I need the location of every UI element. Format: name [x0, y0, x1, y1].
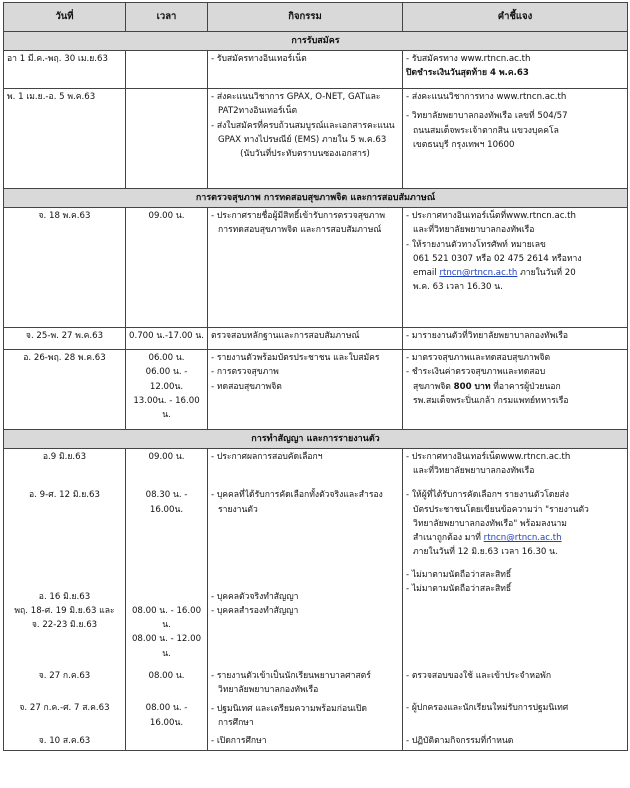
time-cell: [126, 350, 208, 430]
activity-line: การทดสอบสุขภาพจิต และการสอบสัมภาษณ์: [218, 225, 382, 236]
activity-line: - ประกาศรายชื่อผู้มีสิทธิ์เข้ารับการตรวจสุขภาพ: [211, 211, 386, 221]
date-line: อ. 9-ศ. 12 มิ.ย.63: [29, 490, 100, 501]
activity-cell: [208, 89, 403, 189]
explanation-cell: [403, 89, 628, 189]
explanation-line: 061 521 0307 หรือ 02 475 2614 หรือทาง: [413, 253, 582, 264]
email-link[interactable]: rtncn@rtncn.ac.th: [483, 533, 562, 544]
section-row: [4, 189, 628, 208]
explanation-line: ภายในวันที่ 12 มิ.ย.63 เวลา 16.30 น.: [413, 547, 558, 558]
date-line: อ. 16 มิ.ย.63: [38, 591, 91, 602]
activity-line: - ส่งคะแนนวิชาการ GPAX, O-NET, GATและ: [211, 92, 381, 102]
explanation-line: [406, 380, 624, 394]
activity-line: GPAX ทางไปรษณีย์ (EMS) ภายใน 5 พ.ค.63: [218, 134, 387, 145]
explanation-line: - ไม่มาตามนัดถือว่าสละสิทธิ์: [406, 584, 512, 595]
time-line: 08.30 น. - 16.00น.: [145, 490, 188, 515]
explanation-line: - ไม่มาตามนัดถือว่าสละสิทธิ์: [406, 569, 512, 580]
activity-line: - บุคคลตัวจริงทำสัญญา: [211, 591, 299, 602]
explanation-line: รพ.สมเด็จพระปิ่นเกล้า กรมแพทย์ทหารเรือ: [413, 395, 569, 406]
date-line: จ. 10 ส.ค.63: [38, 735, 91, 746]
explanation-line: เขตธนบุรี กรุงเทพฯ 10600: [413, 139, 515, 150]
explanation-cell: - มารายงานตัวที่วิทยาลัยพยาบาลกองทัพเรือ: [403, 328, 628, 350]
time-line: 06.00 น.: [148, 353, 185, 363]
explanation-line: [406, 266, 624, 280]
time-line: 13.00น. - 16.00 น.: [133, 395, 200, 421]
activity-line: - รายงานตัวเข้าเป็นนักเรียนพยาบาลศาสตร์: [211, 671, 371, 682]
activity-line: - การตรวจสุขภาพ: [211, 367, 279, 378]
explanation-cell: [403, 208, 628, 328]
explanation-cell: [403, 51, 628, 89]
explanation-line: - รับสมัครทาง www.rtncn.ac.th: [406, 54, 531, 64]
header-activity: กิจกรรม: [208, 3, 403, 32]
explanation-line: - ตรวจสอบของใช้ และเข้าประจำหอพัก: [406, 671, 552, 682]
section-row: [4, 430, 628, 449]
activity-line: - รับสมัครทางอินเทอร์เน็ต: [211, 54, 307, 64]
date-cell: จ. 25-พ. 27 พ.ค.63: [4, 328, 126, 350]
schedule-document: [3, 2, 627, 751]
activity-line: - เปิดการศึกษา: [211, 736, 267, 747]
activity-line: - บุคคลสำรองทำสัญญา: [211, 605, 299, 616]
price-amount: 800 บาท: [453, 381, 491, 392]
explanation-cell: [403, 350, 628, 430]
table-row: [4, 328, 628, 350]
activity-cell: [208, 662, 403, 750]
date-line: จ. 22-23 มิ.ย.63: [31, 620, 98, 631]
table-row: [4, 51, 628, 89]
time-line: 08.00 น.: [148, 671, 185, 682]
section-title-contract: การทำสัญญา และการรายงานตัว: [4, 430, 628, 449]
activity-cell: ตรวจสอบหลักฐานและการสอบสัมภาษณ์: [208, 328, 403, 350]
time-line: 08.00 น. - 16.00น.: [145, 703, 188, 728]
activity-line: การศึกษา: [218, 717, 254, 728]
table-row: [4, 662, 628, 750]
time-cell: [126, 662, 208, 750]
explanation-line: - ประกาศทางอินเทอร์เน็ตwww.rtncn.ac.th: [406, 452, 571, 462]
activity-line: รายงานตัว: [218, 504, 258, 515]
explanation-line: ปิดชำระเงินวันสุดท้าย 4 พ.ค.63: [406, 68, 529, 79]
activity-line: - ทดสอบสุขภาพจิต: [211, 381, 282, 392]
section-title-health-check: การตรวจสุขภาพ การทดสอบสุขภาพจิต และการสอบสัมภาษณ์: [4, 189, 628, 208]
section-row: [4, 32, 628, 51]
activity-cell: [208, 449, 403, 663]
date-cell: [4, 662, 126, 750]
activity-line: วิทยาลัยพยาบาลกองทัพเรือ: [218, 685, 319, 696]
explanation-line: - ส่งคะแนนวิชาการทาง www.rtncn.ac.th: [406, 92, 567, 102]
contact-prefix: สำเนาถูกต้อง มาที่: [413, 533, 484, 544]
email-link[interactable]: rtncn@rtncn.ac.th: [439, 268, 518, 279]
activity-line: - ส่งใบสมัครที่ครบถ้วนสมบูรณ์และเอกสารคะแนน: [211, 120, 395, 131]
time-cell: [126, 51, 208, 89]
explanation-line: - ให้รายงานตัวทางโทรศัพท์ หมายเลข: [406, 239, 546, 250]
date-line: จ. 27 ก.ค.-ศ. 7 ส.ค.63: [19, 703, 110, 714]
time-cell: 0.700 น.-17.00 น.: [126, 328, 208, 350]
schedule-table: [3, 2, 628, 751]
table-row: [4, 208, 628, 328]
activity-cell: [208, 51, 403, 89]
explanation-line: - ผู้ปกครองและนักเรียนใหม่รับการปฐมนิเทศ: [406, 703, 569, 714]
activity-line: (นับวันที่ประทับตราบนซองเอกสาร): [240, 149, 370, 160]
time-cell: [126, 449, 208, 663]
explanation-line: - ชำระเงินค่าตรวจสุขภาพและทดสอบ: [406, 367, 546, 378]
explanation-line: บัตรประชาชนโดยเขียนข้อความว่า "รายงานตัว: [413, 504, 589, 515]
date-line: จ. 27 ก.ค.63: [38, 671, 91, 682]
time-cell: [126, 89, 208, 189]
header-date: วันที่: [4, 3, 126, 32]
table-row: [4, 449, 628, 663]
table-row: [4, 89, 628, 189]
date-cell: อ. 26-พฤ. 28 พ.ค.63: [4, 350, 126, 430]
explanation-line: และที่วิทยาลัยพยาบาลกองทัพเรือ: [413, 225, 535, 236]
explanation-line: [406, 531, 624, 545]
explanation-line: - ปฏิบัติตามกิจกรรมที่กำหนด: [406, 735, 514, 746]
explanation-line: ถนนสมเด็จพระเจ้าตากสิน แขวงบุคคโล: [413, 125, 559, 136]
activity-line: - ประกาศผลการสอบคัดเลือกฯ: [211, 452, 323, 462]
header-time: เวลา: [126, 3, 208, 32]
section-title-application: การรับสมัคร: [4, 32, 628, 51]
activity-cell: [208, 350, 403, 430]
explanation-line: - ประกาศทางอินเทอร์เน็ตที่www.rtncn.ac.th: [406, 211, 576, 221]
table-header: [4, 3, 628, 32]
date-cell: [4, 449, 126, 663]
email-suffix: ภายในวันที่ 20: [517, 268, 576, 279]
table-row: [4, 350, 628, 430]
activity-cell: [208, 208, 403, 328]
time-cell: 09.00 น.: [126, 208, 208, 328]
activity-line: PAT2ทางอินเทอร์เน็ต: [218, 106, 298, 117]
activity-line: - บุคคลที่ได้รับการคัดเลือกทั้งตัวจริงและสำรอง: [211, 490, 383, 501]
date-cell: จ. 18 พ.ค.63: [4, 208, 126, 328]
date-cell: อา 1 มี.ค.-พฤ. 30 เม.ย.63: [4, 51, 126, 89]
explanation-cell: [403, 662, 628, 750]
explanation-line: - ให้ผู้ที่ได้รับการคัดเลือกฯ รายงานตัวโดยส่ง: [406, 490, 569, 501]
time-line: 08.00 น. - 16.00 น.: [131, 605, 202, 631]
explanation-line: พ.ค. 63 เวลา 16.30 น.: [413, 282, 503, 293]
explanation-line: วิทยาลัยพยาบาลกองทัพเรือ" พร้อมลงนาม: [413, 518, 567, 529]
date-line: พฤ. 18-ศ. 19 มิ.ย.63 และ: [14, 605, 115, 616]
activity-line: - ปฐมนิเทศ และเตรียมความพร้อมก่อนเปิด: [211, 703, 367, 714]
email-prefix: email: [413, 268, 440, 279]
time-line: 09.00 น.: [148, 452, 185, 462]
date-line: อ.9 มิ.ย.63: [42, 452, 87, 462]
activity-line: - รายงานตัวพร้อมบัตรประชาชน และใบสมัคร: [211, 353, 380, 363]
price-prefix: สุขภาพจิต: [413, 381, 454, 392]
date-cell: พ. 1 เม.ย.-อ. 5 พ.ค.63: [4, 89, 126, 189]
explanation-line: และที่วิทยาลัยพยาบาลกองทัพเรือ: [413, 466, 535, 477]
time-line: 06.00 น. - 12.00น.: [145, 367, 188, 392]
time-line: 08.00 น. - 12.00 น.: [131, 634, 202, 659]
explanation-line: - วิทยาลัยพยาบาลกองทัพเรือ เลขที่ 504/57: [406, 111, 568, 122]
explanation-line: - มาตรวจสุขภาพและทดสอบสุขภาพจิต: [406, 353, 551, 363]
explanation-cell: [403, 449, 628, 663]
header-explanation: คำชี้แจง: [403, 3, 628, 32]
price-suffix: ที่อาคารผู้ป่วยนอก: [490, 381, 561, 392]
